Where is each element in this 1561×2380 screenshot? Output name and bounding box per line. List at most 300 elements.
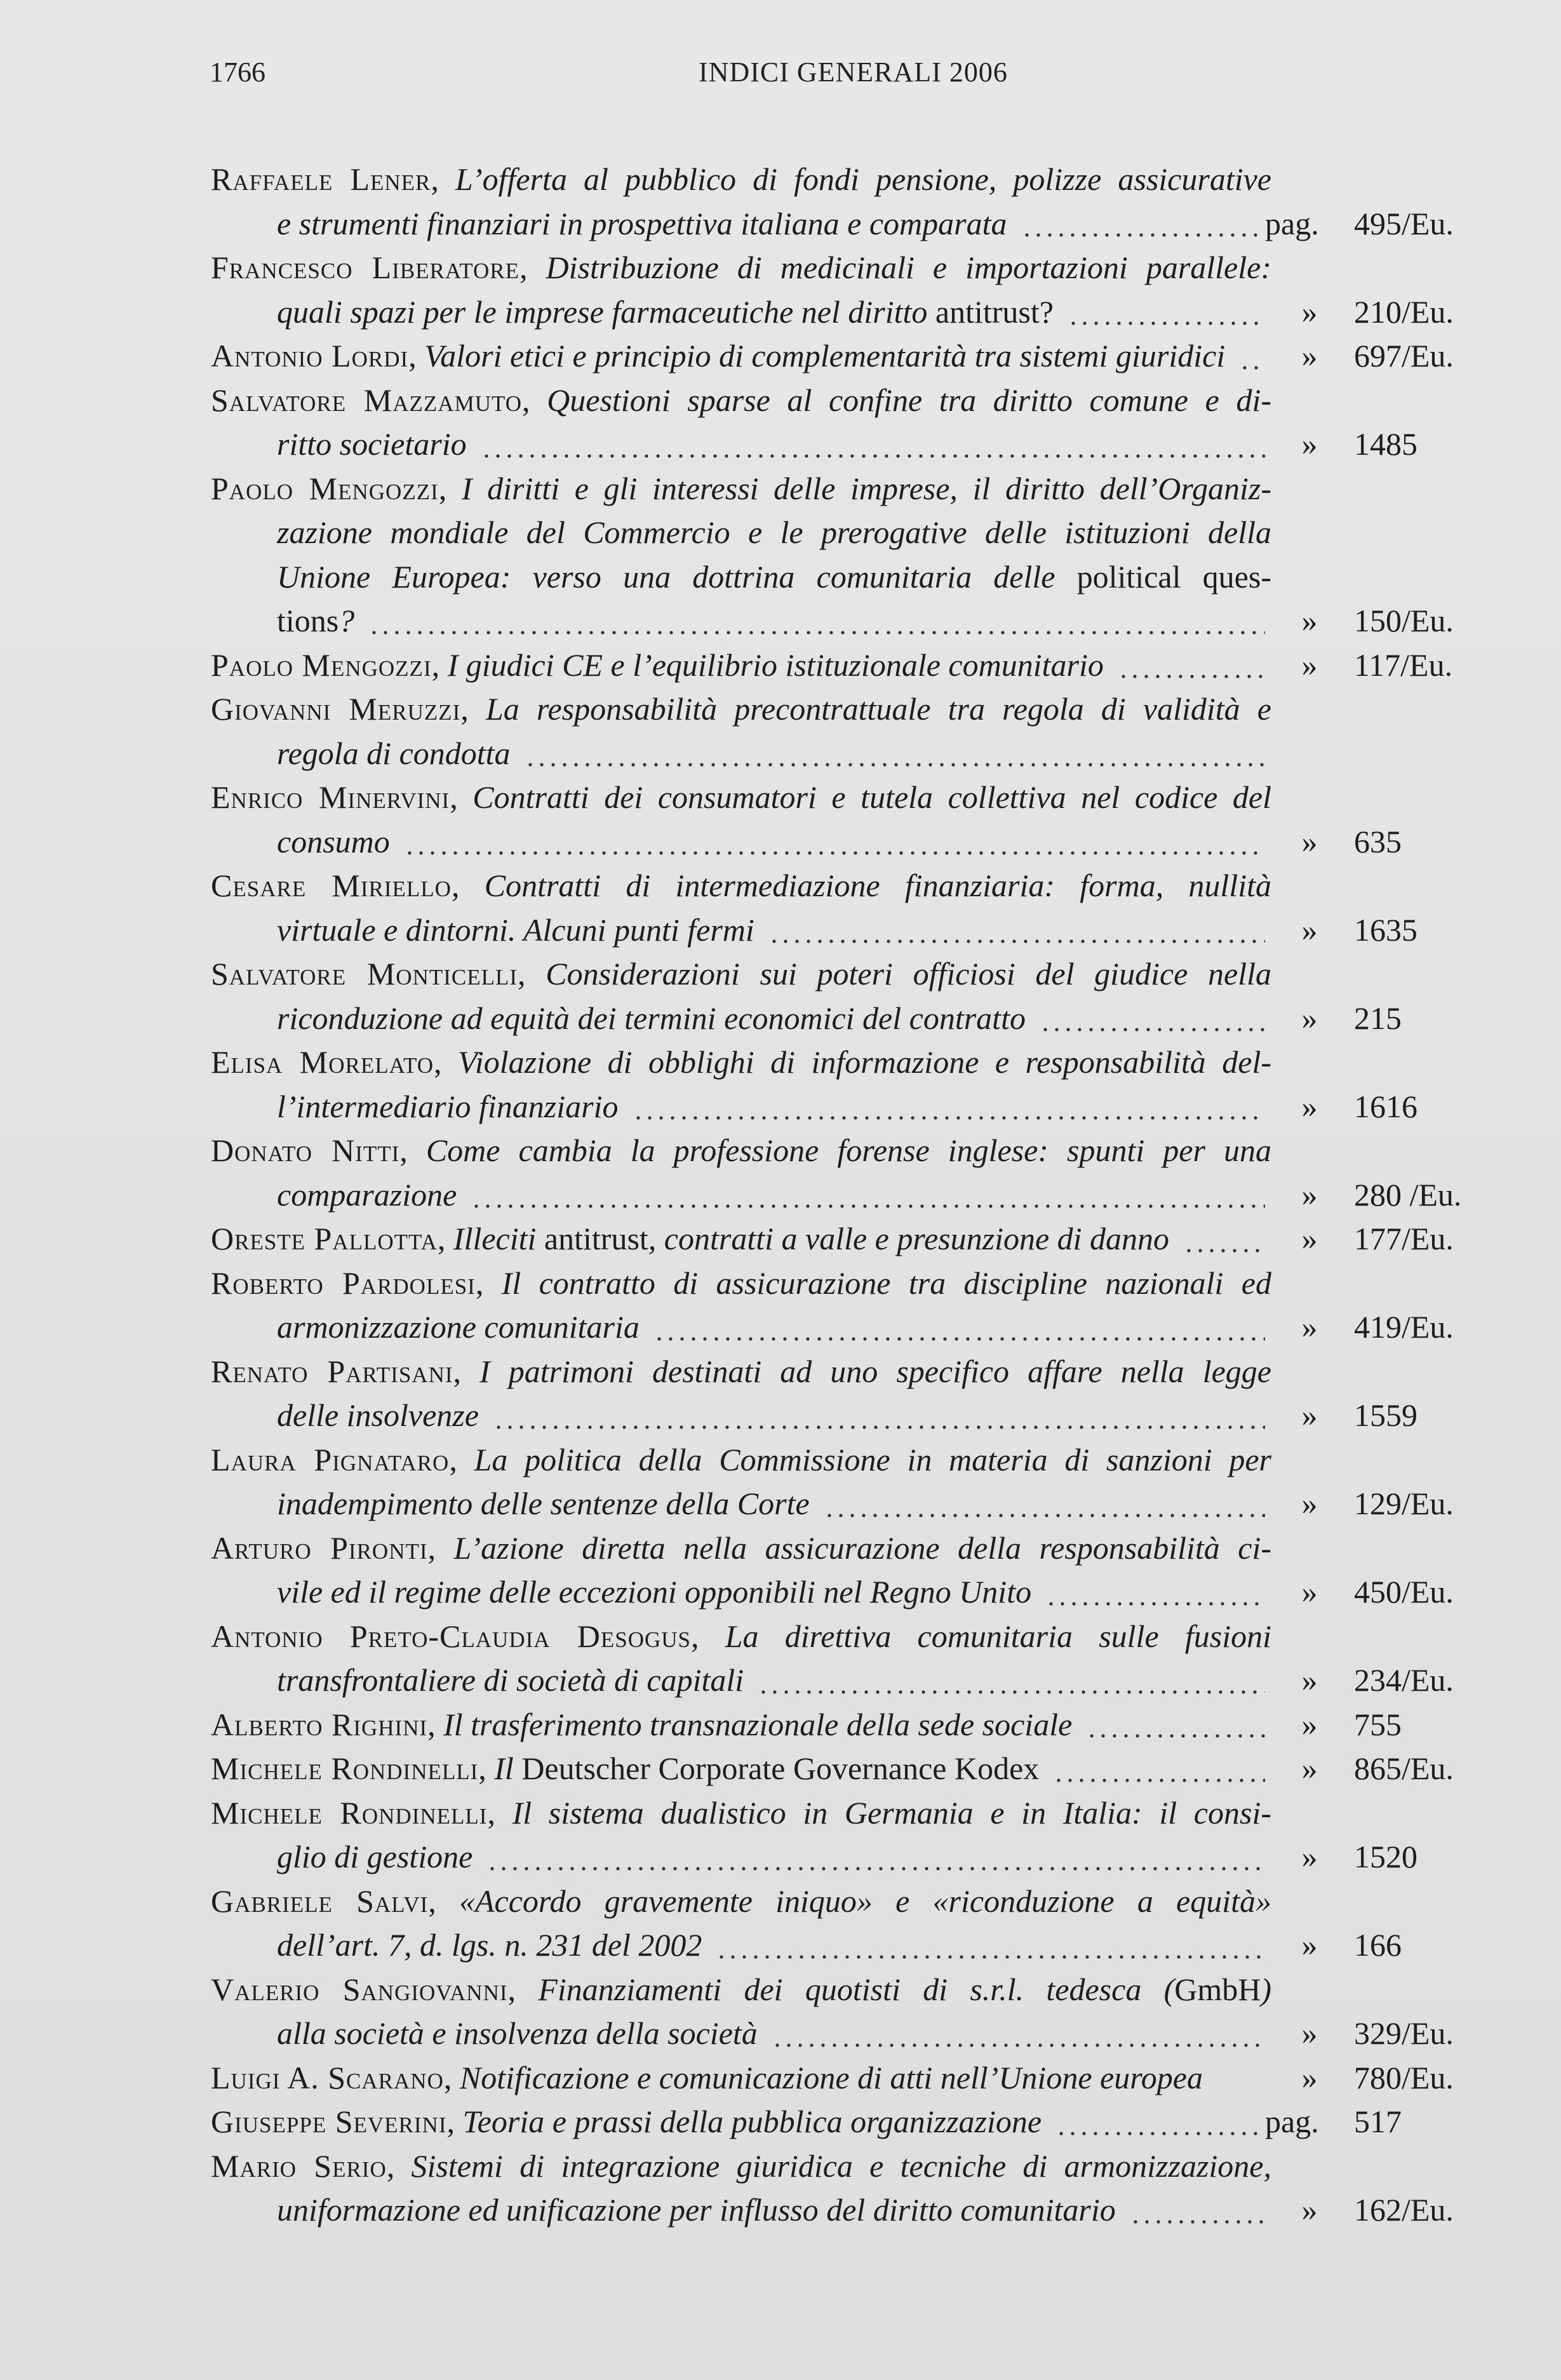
entry-line — [211, 2144, 1506, 2189]
page-reference — [1278, 1173, 1506, 1218]
running-title: INDICI GENERALI 2006 — [699, 57, 1008, 88]
ditto-mark: » — [1301, 426, 1318, 462]
author-separator: , — [507, 1971, 539, 2007]
entry-line — [211, 1394, 1506, 1438]
author-separator: , — [399, 1133, 426, 1168]
entry-line-text — [277, 1662, 744, 1698]
entry-title: delle insolvenze — [277, 1397, 479, 1433]
entry-line — [211, 379, 1506, 423]
page-reference — [1278, 422, 1506, 467]
entry-line-text — [277, 555, 1271, 600]
index-entry — [211, 1791, 1506, 1879]
leader-dots — [368, 631, 1265, 635]
entry-title: consumo — [277, 823, 390, 859]
title-roman: antitrust — [536, 1221, 648, 1256]
index-entry — [211, 1615, 1506, 1703]
author-separator: , — [518, 956, 546, 992]
entry-title: Finanziamenti dei quotisti di s.r.l. tedesca ( — [538, 1971, 1175, 2007]
ditto-mark: » — [1301, 1574, 1318, 1610]
index-entry — [211, 1968, 1506, 2056]
entry-title: Il contratto di assicurazione tra discipline nazionali ed — [501, 1265, 1271, 1301]
entry-title: riconduzione ad equità dei termini economici del contratto — [277, 1000, 1026, 1036]
author-name: Donato Nitti — [211, 1133, 400, 1168]
author-separator: , — [428, 1883, 459, 1919]
author-name: Antonio Preto-Claudia Desogus — [211, 1618, 691, 1654]
entry-line — [211, 643, 1506, 688]
author-separator: , — [691, 1618, 725, 1654]
entry-line — [211, 1438, 1506, 1482]
entry-title: uniformazione ed unificazione per influsso del diritto comunitario — [277, 2192, 1116, 2228]
author-name: Elisa Morelato — [211, 1044, 434, 1080]
index-entry — [211, 1217, 1506, 1261]
ditto-mark: » — [1301, 1839, 1318, 1874]
entry-title: Violazione di obblighi di informazione e responsabilità del- — [458, 1044, 1271, 1080]
entry-title: glio di gestione — [277, 1839, 473, 1874]
index-entry — [211, 1350, 1506, 1438]
entry-line — [211, 1129, 1506, 1173]
entry-title: Considerazioni sui poteri officiosi del giudice nella — [546, 956, 1272, 992]
author-name: Giovanni Meruzzi — [211, 691, 461, 727]
author-separator: , — [427, 1530, 454, 1566]
author-name: Paolo Mengozzi — [211, 647, 432, 683]
entry-line — [211, 997, 1506, 1041]
entry-line — [211, 511, 1506, 555]
page-reference — [1278, 1570, 1506, 1615]
index-entry — [211, 2100, 1506, 2144]
entry-line-text — [277, 824, 390, 859]
index-entry — [211, 1438, 1506, 1526]
entry-line-text — [277, 1177, 457, 1213]
entry-line-text — [211, 338, 1225, 373]
author-name: Roberto Pardolesi — [211, 1265, 476, 1301]
entry-title: Distribuzione di medicinali e importazioni parallele: — [546, 250, 1271, 285]
leader-dots — [716, 1955, 1265, 1959]
entry-line — [211, 2012, 1506, 2056]
entry-line — [211, 1879, 1506, 1924]
entry-line-text — [277, 603, 354, 638]
author-separator: , — [450, 779, 473, 815]
entry-line-text — [211, 467, 1271, 511]
author-separator: , — [443, 2059, 460, 2095]
page-reference — [1265, 2100, 1506, 2144]
entry-title: La direttiva comunitaria sulle fusioni — [725, 1618, 1271, 1654]
index-entry — [211, 776, 1506, 864]
entry-line — [211, 952, 1506, 997]
page-ref-number: 129/Eu. — [1354, 1486, 1454, 1521]
entry-line — [211, 555, 1506, 600]
entry-line-text — [277, 1486, 810, 1521]
page-reference — [1265, 202, 1506, 246]
entry-line-text — [211, 1040, 1271, 1085]
leader-dots — [471, 1204, 1265, 1208]
author-separator: , — [446, 2104, 463, 2139]
author-name: Salvatore Mazzamuto — [211, 382, 522, 418]
page-reference — [1278, 290, 1506, 335]
entry-title: L’offerta al pubblico di fondi pensione, polizze assicurative — [455, 161, 1271, 197]
page-reference — [1278, 2012, 1506, 2056]
leader-dots — [525, 763, 1265, 767]
page-reference — [1278, 1394, 1506, 1438]
leader-dots — [493, 1425, 1265, 1429]
entry-line — [211, 1305, 1506, 1350]
page-reference — [1278, 1747, 1506, 1791]
entry-title: ) — [1261, 1971, 1272, 2007]
entry-title: Il sistema dualistico in Germania e in Italia: il consi- — [512, 1794, 1271, 1831]
page-ref-number: 177/Eu. — [1354, 1221, 1454, 1256]
author-separator: , — [427, 1706, 444, 1742]
entry-title: I patrimoni destinati ad uno specifico affare nella legge — [479, 1353, 1271, 1389]
author-separator: , — [522, 382, 547, 418]
author-name: Mario Serio — [211, 2148, 387, 2184]
ditto-mark: » — [1301, 1176, 1318, 1213]
entry-line — [211, 246, 1506, 290]
page-ref-number: 865/Eu. — [1354, 1751, 1454, 1786]
author-name: Alberto Righini — [211, 1706, 428, 1742]
author-separator: , — [460, 691, 486, 727]
entry-line-text — [277, 736, 511, 771]
page-reference — [1278, 1835, 1506, 1879]
ditto-mark: » — [1301, 2192, 1318, 2228]
page-reference — [1278, 732, 1506, 776]
entry-title: inadempimento delle sentenze della Corte — [277, 1486, 810, 1521]
ditto-mark: » — [1301, 1662, 1318, 1698]
leader-dots — [1055, 2132, 1265, 2135]
leader-dots — [772, 2043, 1265, 2047]
entry-line-text — [277, 1089, 619, 1124]
title-roman: tions — [277, 603, 339, 638]
entry-title: regola di condotta — [277, 735, 511, 771]
index-entry — [211, 1879, 1506, 1968]
ditto-mark: » — [1301, 1927, 1318, 1963]
author-name: Valerio Sangiovanni — [211, 1971, 508, 2007]
entry-line — [211, 1835, 1506, 1879]
entry-title: Valori etici e principio di complementarità tra sistemi giuridici — [424, 338, 1226, 373]
index-entry — [211, 379, 1506, 467]
entry-line — [211, 1526, 1506, 1571]
entry-line-text — [277, 1000, 1026, 1036]
author-separator: , — [386, 2148, 412, 2184]
author-name: Cesare Miriello — [211, 868, 452, 903]
entry-title: Contratti di intermediazione finanziaria: forma, nullità — [484, 868, 1272, 903]
page-ref-number: 210/Eu. — [1354, 293, 1454, 330]
index-entry — [211, 158, 1506, 246]
ditto-mark: » — [1301, 2059, 1318, 2095]
entry-line — [211, 864, 1506, 908]
entry-line — [211, 1615, 1506, 1659]
entry-title: armonizzazione comunitaria — [277, 1309, 640, 1345]
page-ref-number: 329/Eu. — [1354, 2015, 1454, 2051]
entry-line-text — [211, 1879, 1271, 1924]
entry-title: alla società e insolvenza della società — [277, 2015, 758, 2051]
ditto-mark: » — [1301, 293, 1318, 330]
entry-line — [211, 1040, 1506, 1085]
ditto-mark: » — [1301, 1088, 1318, 1124]
entry-line — [211, 1923, 1506, 1968]
author-separator: , — [431, 647, 448, 683]
entry-line-text — [211, 2104, 1042, 2139]
index-entry — [211, 467, 1506, 643]
index-entry — [211, 1129, 1506, 1217]
entry-line — [211, 2056, 1506, 2101]
entry-line-text — [211, 2060, 1203, 2095]
index-entry — [211, 2056, 1506, 2101]
entry-line — [211, 158, 1506, 202]
entry-line-text — [211, 1791, 1271, 1836]
entry-title: Il — [494, 1751, 514, 1786]
leader-dots — [404, 851, 1265, 855]
author-name: Renato Partisani — [211, 1353, 453, 1389]
entry-line — [211, 908, 1506, 953]
entry-title: «Accordo gravemente iniquo» e «riconduzione a equità» — [459, 1883, 1272, 1919]
entry-title: La politica della Commissione in materia di sanzioni per — [474, 1441, 1271, 1477]
entry-line — [211, 1658, 1506, 1703]
entry-line-text — [211, 1129, 1271, 1173]
entry-line-text — [211, 1615, 1271, 1659]
entry-line — [211, 1703, 1506, 1747]
leader-dots — [1239, 366, 1265, 370]
page-reference — [1278, 1923, 1506, 1968]
author-separator: , — [475, 1265, 502, 1301]
ditto-mark: » — [1301, 1309, 1318, 1345]
author-separator: , — [487, 1794, 513, 1831]
entry-line — [211, 1482, 1506, 1526]
page-reference — [1278, 643, 1506, 688]
index-entry — [211, 1261, 1506, 1350]
index-entry — [211, 643, 1506, 688]
index-entry — [211, 952, 1506, 1040]
ditto-mark: » — [1301, 911, 1318, 948]
ditto-mark: » — [1301, 1221, 1318, 1256]
author-name: Antonio Lordi — [211, 338, 409, 373]
page-ref-number: 1520 — [1354, 1839, 1417, 1874]
page-header — [210, 56, 1353, 94]
entry-title: l’intermediario finanziario — [277, 1088, 619, 1124]
author-name: Michele Rondinelli — [211, 1794, 488, 1831]
author-name: Enrico Minervini — [211, 779, 450, 815]
author-separator: , — [437, 1221, 453, 1256]
page-ref-number: 1485 — [1354, 426, 1417, 462]
page-reference — [1278, 820, 1506, 864]
page-ref-number: 419/Eu. — [1354, 1309, 1454, 1345]
author-name: Luigi A. Scarano — [211, 2059, 444, 2095]
entry-line-text — [211, 776, 1271, 820]
entry-line-text — [211, 1968, 1271, 2012]
entry-line-text — [211, 1221, 1169, 1256]
page-reference — [1278, 2056, 1506, 2101]
leader-dots — [486, 1867, 1265, 1871]
entry-title: Illeciti — [453, 1221, 537, 1256]
entry-line — [211, 1747, 1506, 1791]
author-separator: , — [478, 1751, 495, 1786]
entry-line-text — [277, 294, 1054, 330]
index-entry — [211, 864, 1506, 952]
page-reference — [1278, 599, 1506, 643]
page-reference — [1278, 1085, 1506, 1129]
entry-title: ritto societario — [277, 426, 467, 462]
leader-dots — [653, 1337, 1265, 1341]
entry-line — [211, 2100, 1506, 2144]
page-ref-number: 755 — [1354, 1706, 1402, 1742]
ditto-mark: » — [1301, 647, 1318, 683]
index-entry — [211, 246, 1506, 334]
page-ref-number: 150/Eu. — [1354, 603, 1454, 638]
page-ref-number: 1559 — [1354, 1397, 1417, 1433]
entry-line — [211, 732, 1506, 776]
author-name: Laura Pignataro — [211, 1441, 450, 1477]
entry-title: transfrontaliere di società di capitali — [277, 1662, 744, 1698]
author-name: Oreste Pallotta — [211, 1221, 438, 1256]
entry-line — [211, 1968, 1506, 2012]
page-number: 1766 — [210, 57, 265, 88]
page-reference — [1278, 1658, 1506, 1703]
page-ref-number: 162/Eu. — [1354, 2192, 1454, 2228]
leader-dots — [1045, 1602, 1265, 1606]
author-separator: , — [449, 1441, 474, 1477]
ditto-mark: » — [1301, 1397, 1318, 1433]
leader-dots — [1053, 1778, 1265, 1782]
index-entry — [211, 1747, 1506, 1791]
entry-title: ? — [338, 603, 355, 638]
entry-title: virtuale e dintorni. Alcuni punti fermi — [277, 911, 754, 948]
entry-line-text — [211, 246, 1271, 290]
entry-line — [211, 1261, 1506, 1306]
leader-dots — [758, 1690, 1265, 1694]
entry-line — [211, 1791, 1506, 1836]
entry-title: zazione mondiale del Commercio e le prerogative delle istituzioni della — [277, 514, 1271, 550]
entry-line-text — [277, 511, 1271, 555]
author-separator: , — [438, 470, 462, 506]
entry-line — [211, 1173, 1506, 1218]
entry-line-text — [211, 1751, 1039, 1786]
author-name: Arturo Pironti — [211, 1530, 428, 1566]
leader-dots — [1068, 321, 1265, 325]
author-separator: , — [451, 868, 485, 903]
entry-title: I giudici CE e l’equilibrio istituzionale comunitario — [447, 647, 1104, 683]
entry-line-text — [211, 2144, 1271, 2189]
entry-line — [211, 599, 1506, 643]
entry-line — [211, 290, 1506, 335]
title-roman: political ques- — [1055, 558, 1271, 595]
page-reference — [1278, 1217, 1506, 1261]
entry-line-text — [211, 379, 1271, 423]
page-ref-number: 780/Eu. — [1354, 2059, 1454, 2095]
ditto-mark: » — [1301, 2015, 1318, 2051]
entry-line — [211, 334, 1506, 379]
entry-line-text — [211, 1707, 1072, 1742]
entry-title: Contratti dei consumatori e tutela collettiva nel codice del — [472, 779, 1271, 815]
leader-dots — [1118, 675, 1265, 678]
ditto-mark: » — [1301, 603, 1318, 638]
entry-title: quali spazi per le imprese farmaceutiche nel diritto — [277, 293, 928, 330]
page-reference — [1278, 1482, 1506, 1526]
page-ref-number: 1616 — [1354, 1088, 1417, 1124]
entry-title: Notificazione e comunicazione di atti nell’Unione europea — [459, 2059, 1203, 2095]
ditto-mark: » — [1301, 338, 1318, 373]
author-name: Salvatore Monticelli — [211, 956, 518, 992]
page-reference — [1278, 908, 1506, 953]
index-entry — [211, 334, 1506, 379]
leader-dots — [481, 454, 1265, 458]
entry-title: Teoria e prassi della pubblica organizzazione — [462, 2104, 1042, 2139]
entry-line — [211, 1085, 1506, 1129]
entry-line-text — [277, 1309, 640, 1345]
leader-dots — [1130, 2220, 1265, 2224]
page-ref-number: 280 /Eu. — [1354, 1176, 1462, 1213]
entry-line — [211, 422, 1506, 467]
author-separator: , — [434, 1044, 459, 1080]
page-ref-number: 215 — [1354, 1000, 1402, 1036]
page-ref-number: 117/Eu. — [1354, 647, 1453, 683]
author-separator: , — [453, 1353, 480, 1389]
entry-title: La responsabilità precontrattuale tra regola di validità e — [485, 691, 1272, 727]
author-separator: , — [408, 338, 425, 373]
page-ref-number: 234/Eu. — [1354, 1662, 1454, 1698]
page-ref-number: 450/Eu. — [1354, 1574, 1454, 1610]
entry-line — [211, 2188, 1506, 2233]
entry-line — [211, 1350, 1506, 1394]
page-ref-number: 1635 — [1354, 911, 1417, 948]
entry-title: , contratti a valle e presunzione di danno — [648, 1221, 1170, 1256]
entry-title: Il trasferimento transnazionale della sede sociale — [443, 1706, 1073, 1742]
page-reference — [1278, 2188, 1506, 2233]
entry-line-text — [277, 912, 754, 948]
entry-line-text — [277, 2192, 1116, 2228]
entry-title: Unione Europea: verso una dottrina comunitaria delle — [277, 558, 1055, 595]
leader-dots — [1086, 1734, 1265, 1738]
page-ref-number: 697/Eu. — [1354, 338, 1454, 373]
entry-line — [211, 467, 1506, 511]
author-name: Gabriele Salvi — [211, 1883, 429, 1919]
entry-title: e strumenti finanziari in prospettiva italiana e comparata — [277, 205, 1007, 241]
leader-dots — [1021, 233, 1266, 237]
entry-line-text — [277, 426, 467, 462]
index-entry — [211, 1040, 1506, 1129]
title-roman: Deutscher Corporate Governance Kodex — [513, 1751, 1040, 1786]
leader-dots — [1040, 1028, 1265, 1032]
leader-dots — [1183, 1249, 1265, 1253]
page-ref-number: 517 — [1354, 2104, 1402, 2139]
entry-title: L’azione diretta nella assicurazione della responsabilità ci- — [453, 1530, 1272, 1566]
entry-line — [211, 1217, 1506, 1261]
entry-line-text — [277, 206, 1007, 241]
page-ref-number: 166 — [1354, 1927, 1402, 1963]
page-ref-number: 635 — [1354, 823, 1402, 859]
entry-line-text — [211, 952, 1271, 997]
entry-line-text — [211, 864, 1271, 908]
ditto-mark: pag. — [1265, 2104, 1319, 2139]
entry-line — [211, 776, 1506, 820]
entry-title: Come cambia la professione forense inglese: spunti per una — [425, 1133, 1271, 1168]
entry-line-text — [277, 1927, 702, 1963]
author-name: Francesco Liberatore — [211, 250, 519, 285]
entry-line-text — [211, 1438, 1271, 1482]
entry-line-text — [211, 1526, 1271, 1571]
leader-dots — [768, 939, 1265, 943]
author-separator: , — [431, 161, 456, 197]
entry-line-text — [211, 687, 1271, 732]
ditto-mark: » — [1301, 1486, 1318, 1521]
ditto-mark: pag. — [1265, 205, 1319, 241]
author-name: Raffaele Lener — [211, 161, 431, 197]
ditto-mark: » — [1301, 823, 1318, 859]
entry-line — [211, 1570, 1506, 1615]
entry-title: comparazione — [277, 1176, 457, 1213]
ditto-mark: » — [1301, 1751, 1318, 1786]
entry-title: I diritti e gli interessi delle imprese, il diritto dell’Organiz- — [461, 470, 1271, 506]
entry-line-text — [211, 647, 1104, 683]
author-name: Paolo Mengozzi — [211, 470, 439, 506]
entry-line-text — [277, 1574, 1031, 1610]
